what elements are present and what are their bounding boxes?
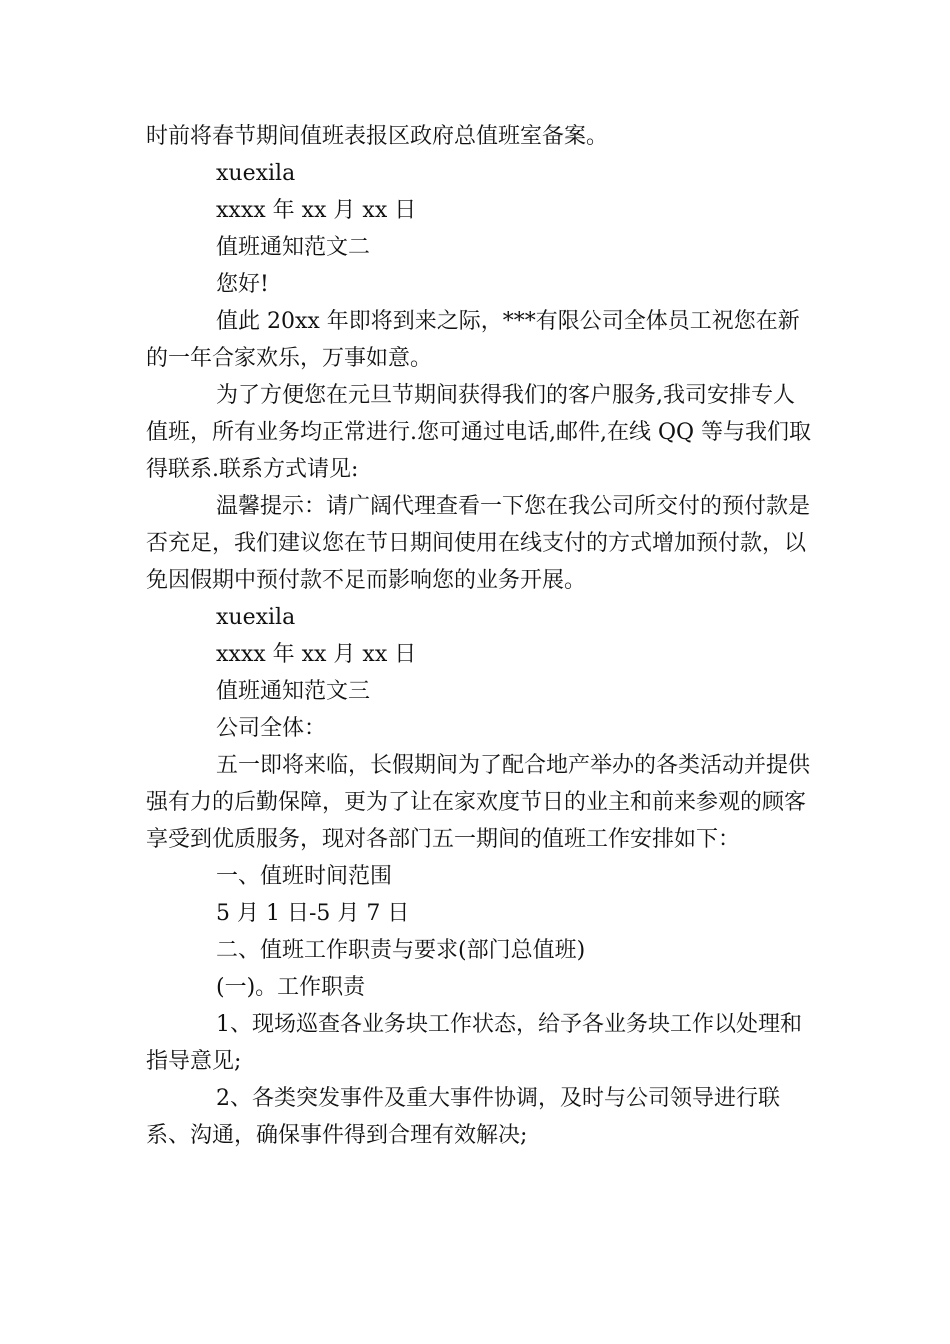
list-heading: 二、值班工作职责与要求(部门总值班) <box>216 938 586 963</box>
sub-heading: (一)。工作职责 <box>216 975 366 1000</box>
document-body <box>146 118 816 1154</box>
paragraph: 5 月 1 日-5 月 7 日 <box>216 901 410 926</box>
paragraph: 温馨提示：请广阔代理查看一下您在我公司所交付的预付款是否充足，我们建议您在节日期间使用在线支付的方式增加预付款，以免因假期中预付款不足而影响您的业务开展。 <box>146 494 811 593</box>
paragraph: 值此 20xx 年即将到来之际，***有限公司全体员工祝您在新的一年合家欢乐，万事如意。 <box>146 309 800 371</box>
signature-name: xuexila <box>216 605 296 630</box>
list-item: 1、现场巡查各业务块工作状态，给予各业务块工作以处理和指导意见; <box>146 1012 802 1074</box>
paragraph: 五一即将来临，长假期间为了配合地产举办的各类活动并提供强有力的后勤保障，更为了让在家欢度节日的业主和前来参观的顾客享受到优质服务，现对各部门五一期间的值班工作安排如下： <box>146 753 811 852</box>
section-heading: 值班通知范文三 <box>216 679 371 704</box>
list-heading: 一、值班时间范围 <box>216 864 393 889</box>
paragraph: 时前将春节期间值班表报区政府总值班室备案。 <box>146 124 609 149</box>
signature-date: xxxx 年 xx 月 xx 日 <box>216 198 417 223</box>
salutation: 您好! <box>216 272 269 297</box>
list-item: 2、各类突发事件及重大事件协调，及时与公司领导进行联系、沟通，确保事件得到合理有效解决; <box>146 1086 780 1148</box>
paragraph: 为了方便您在元旦节期间获得我们的客户服务,我司安排专人值班，所有业务均正常进行.您可通过电话,邮件,在线 QQ 等与我们取得联系.联系方式请见: <box>146 383 812 482</box>
signature-name: xuexila <box>216 161 296 186</box>
salutation: 公司全体： <box>216 716 327 741</box>
section-heading: 值班通知范文二 <box>216 235 371 260</box>
signature-date: xxxx 年 xx 月 xx 日 <box>216 642 417 667</box>
